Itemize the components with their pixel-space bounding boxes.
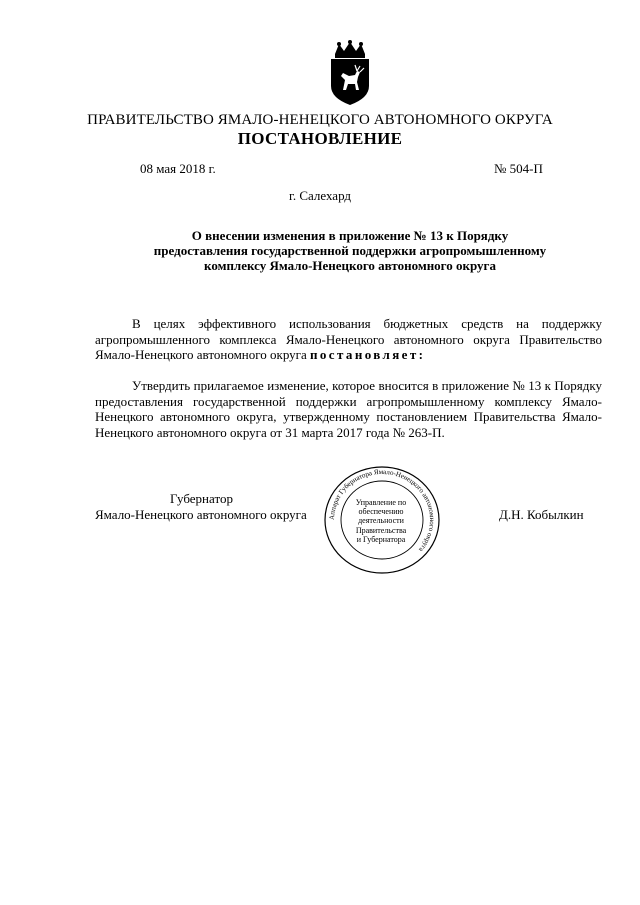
signer-title: Губернатор <box>170 491 233 506</box>
stamp-ring-text: Аппарат Губернатора Ямало-Ненецкого автономного округа <box>327 467 437 554</box>
paragraph-resolution <box>95 378 602 440</box>
signer-organization: Ямало-Ненецкого автономного округа <box>95 507 307 522</box>
organization-title: ПРАВИТЕЛЬСТВО ЯМАЛО-НЕНЕЦКОГО АВТОНОМНОГО ОКРУГА <box>87 112 553 128</box>
decree-word: постановляет: <box>310 347 426 362</box>
preamble-text: В целях эффективного использования бюджетных средств на поддержку агропромышленного комплекса Ямало-Ненецкого автономного округа Правительство Ямало-Ненецкого автономного округа <box>95 316 602 362</box>
document-type: ПОСТАНОВЛЕНИЕ <box>237 129 403 148</box>
stamp-line: и Губернатора <box>356 534 406 544</box>
stamp-line: деятельности <box>358 516 404 526</box>
stamp-line: обеспечению <box>358 507 404 517</box>
signer-name: Д.Н. Кобылкин <box>499 507 584 522</box>
document-date: 08 мая 2018 г. <box>140 161 216 176</box>
stamp-line: Правительства <box>355 525 407 535</box>
document-number: № 504-П <box>494 161 543 176</box>
resolution-text: Утвердить прилагаемое изменение, которое вносится в приложение № 13 к Порядку предоставления государственной поддержки агропромышленному комплексу Ямало-Ненецкого автономного округа, утвержденному постановлением Правительства Ямало-Ненецкого автономного округа от 31 марта 2017 года № 263-П. <box>95 378 602 440</box>
paragraph-preamble <box>95 316 602 363</box>
document-city: г. Салехард <box>288 188 352 203</box>
stamp-inner-text <box>343 498 419 544</box>
stamp-line: Управление по <box>355 498 407 507</box>
coat-of-arms-icon <box>327 40 373 106</box>
document-subject: О внесении изменения в приложение № 13 к Порядку предоставления государственной поддержки агропромышленному комплексу Ямало-Ненецкого автономного округа <box>153 228 547 273</box>
